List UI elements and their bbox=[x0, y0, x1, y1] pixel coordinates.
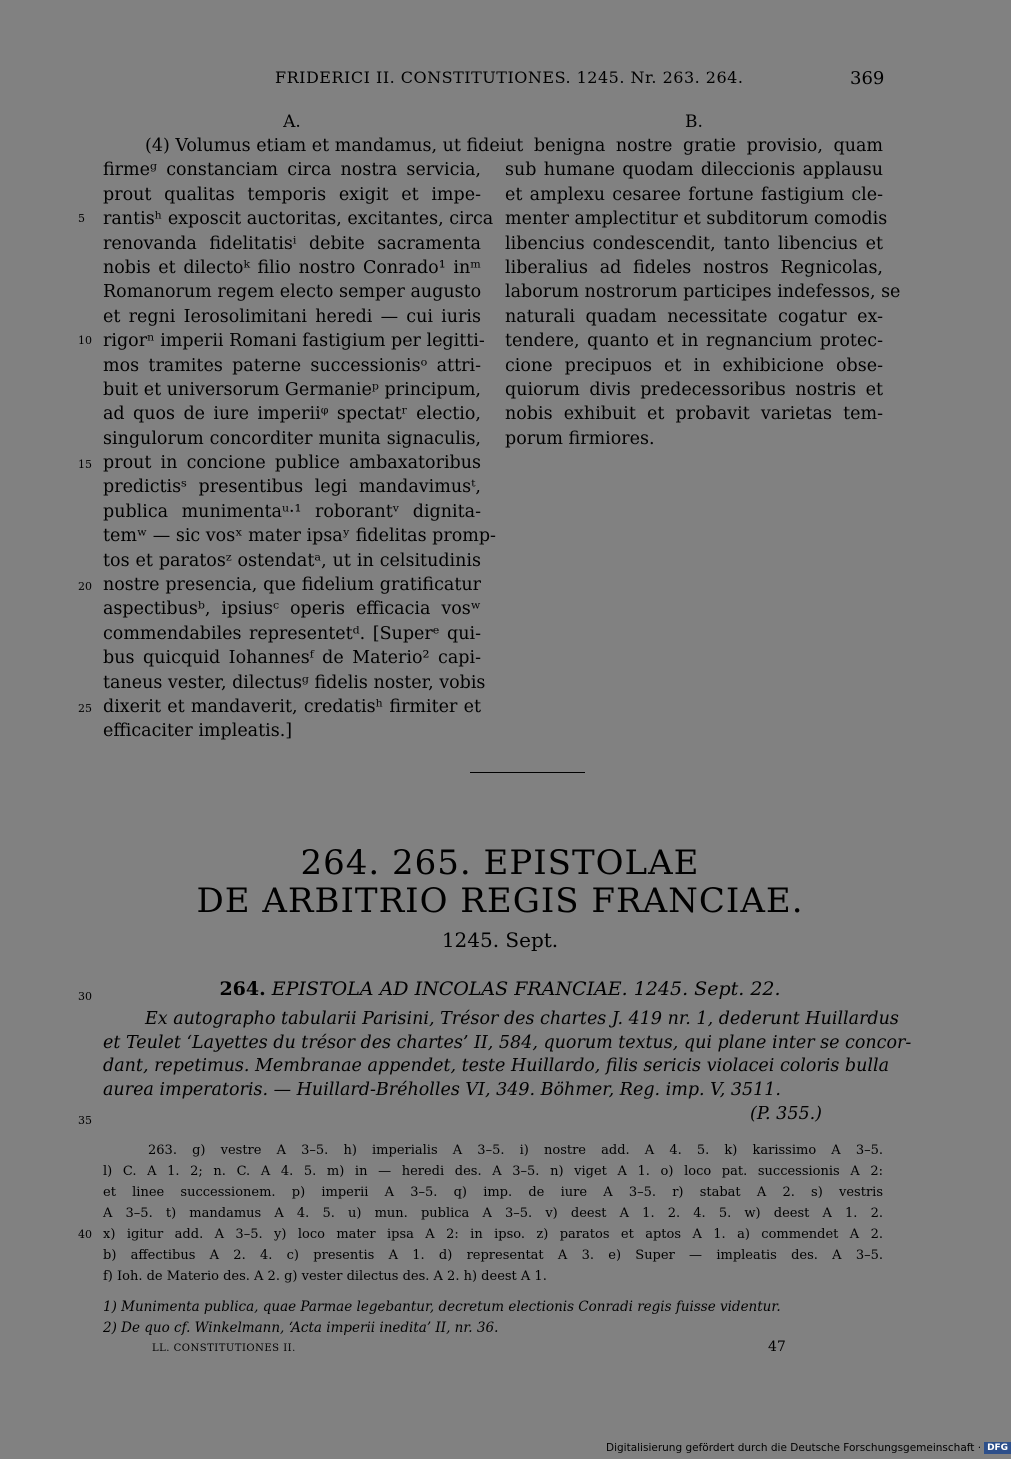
document-264-heading bbox=[0, 978, 1000, 1000]
line-number: 35 bbox=[78, 1114, 92, 1127]
apparatus-line: l) C. A 1. 2; n. C. A 4. 5. m) in — heredi des. A 3–5. n) viget A 1. o) loco pat. successionis A 2: bbox=[103, 1164, 883, 1179]
running-head bbox=[0, 68, 1000, 94]
column-a-line: nobis et dilectoᵏ filio nostro Conrado¹ inᵐ bbox=[103, 257, 481, 278]
column-a-line: renovanda fidelitatisⁱ debite sacramenta bbox=[103, 233, 481, 254]
column-a-line: et regni Ierosolimitani heredi — cui iuris bbox=[103, 306, 481, 327]
column-a-text bbox=[103, 134, 506, 744]
column-a-line: taneus vester, dilectusᵍ fidelis noster, vobis bbox=[103, 672, 486, 693]
source-description bbox=[103, 1008, 912, 1102]
footnote-line: 1) Munimenta publica, quae Parmae legebantur, decretum electionis Conradi regis fuisse videntur. bbox=[103, 1299, 781, 1315]
column-a-line: firmeᵍ constanciam circa nostra servicia, bbox=[103, 160, 481, 181]
document-title: EPISTOLA AD INCOLAS FRANCIAE. 1245. Sept. 22. bbox=[271, 978, 781, 1000]
column-b-line: naturali quadam necessitate cogatur ex- bbox=[505, 306, 883, 327]
dfg-credit bbox=[606, 1442, 1011, 1454]
apparatus-line: f) Ioh. de Materio des. A 2. g) vester dilectus des. A 2. h) deest A 1. bbox=[103, 1269, 547, 1284]
column-b bbox=[505, 110, 901, 451]
column-b-line: laborum nostrorum participes indefessos, se bbox=[505, 282, 901, 303]
running-head-title: FRIDERICI II. CONSTITUTIONES. 1245. Nr. 263. 264. bbox=[275, 68, 744, 87]
column-a-line: mos tramites paterne successionisᵒ attri- bbox=[103, 355, 481, 376]
column-a-line: buit et universorum Germanieᵖ principum, bbox=[103, 379, 481, 400]
column-a-line: aspectibusᵇ, ipsiusᶜ operis efficacia vosʷ bbox=[103, 599, 481, 620]
line-number: 20 bbox=[78, 580, 92, 593]
line-number: 10 bbox=[78, 334, 92, 347]
section-title-line2: DE ARBITRIO REGIS FRANCIAE. bbox=[196, 881, 804, 921]
column-b-line: libencius condescendit, tanto libencius et bbox=[505, 233, 883, 254]
column-a-line: nostre presencia, que fidelium gratificatur bbox=[103, 575, 481, 596]
column-b-line: ut benigna nostre gratie provisio, quam bbox=[505, 136, 883, 156]
footnotes bbox=[103, 1297, 883, 1339]
column-a bbox=[103, 110, 506, 744]
source-line: et Teulet ‘Layettes du trésor des chartes’ II, 584, quorum textus, qui plane inter se concor- bbox=[103, 1032, 912, 1053]
column-b-line: porum firmiores. bbox=[505, 428, 655, 449]
column-b-heading: B. bbox=[685, 112, 703, 132]
column-a-line: tos et paratosᶻ ostendatᵃ, ut in celsitudinis bbox=[103, 550, 481, 571]
column-a-heading: A. bbox=[283, 112, 301, 132]
column-b-text bbox=[505, 134, 901, 451]
apparatus-line: x) igitur add. A 3–5. y) loco mater ipsa A 2: in ipso. z) paratos et aptos A 1. a) commendet A 2. bbox=[103, 1227, 883, 1242]
source-line: dant, repetimus. Membranae appendet, teste Huillardo, filis sericis violacei coloris bulla bbox=[103, 1056, 890, 1076]
column-a-line: singulorum concorditer munita signaculis, bbox=[103, 428, 481, 449]
column-a-line: dixerit et mandaverit, credatisʰ firmiter et bbox=[103, 696, 481, 717]
column-b-line: quiorum divis predecessoribus nostris et bbox=[505, 379, 883, 400]
document-number: 264. bbox=[219, 978, 266, 1000]
apparatus-line: b) affectibus A 2. 4. c) presentis A 1. d) representat A 3. e) Super — impleatis des. A 3–5. bbox=[103, 1248, 883, 1263]
line-number: 30 bbox=[78, 990, 92, 1003]
column-a-line: ad quos de iure imperiiᵠ spectatʳ electio, bbox=[103, 404, 481, 425]
column-b-line: et amplexu cesaree fortune fastigium cle- bbox=[505, 184, 883, 205]
footer-left: LL. CONSTITUTIONES II. bbox=[152, 1343, 296, 1354]
column-b-line: liberalius ad fideles nostros Regnicolas, bbox=[505, 257, 883, 278]
signature-mark: 47 bbox=[768, 1339, 786, 1355]
column-a-line: commendabiles representetᵈ. [Superᵉ qui- bbox=[103, 623, 481, 644]
column-b-line: cione precipuos et in exhibicione obse- bbox=[505, 355, 883, 376]
page-number: 369 bbox=[850, 68, 885, 89]
page-reference: (P. 355.) bbox=[750, 1104, 822, 1124]
column-a-line: efficaciter impleatis.] bbox=[103, 721, 293, 742]
line-number: 40 bbox=[78, 1228, 92, 1241]
column-a-line: rigorⁿ imperii Romani fastigium per legitti- bbox=[103, 331, 485, 352]
column-a-line: Romanorum regem electo semper augusto bbox=[103, 282, 482, 303]
line-number: 15 bbox=[78, 458, 92, 471]
column-b-line: menter amplectitur et subditorum comodis bbox=[505, 209, 888, 230]
dfg-credit-text: Digitalisierung gefördert durch die Deutsche Forschungsgemeinschaft · bbox=[606, 1442, 982, 1454]
apparatus-line: 263. g) vestre A 3–5. h) imperialis A 3–5. i) nostre add. A 4. 5. k) karissimo A 3–5. bbox=[148, 1143, 883, 1158]
line-number: 5 bbox=[78, 212, 85, 225]
column-a-line: predictisˢ presentibus legi mandavimusᵗ, bbox=[103, 477, 481, 498]
column-a-line: (4) Volumus etiam et mandamus, ut fidei bbox=[145, 136, 506, 156]
line-number: 25 bbox=[78, 702, 92, 715]
section-date: 1245. Sept. bbox=[441, 928, 559, 952]
column-b-line: tendere, quanto et in regnancium protec- bbox=[505, 331, 883, 352]
critical-apparatus bbox=[103, 1140, 883, 1287]
column-b-line: sub humane quodam dileccionis applausu bbox=[505, 160, 883, 181]
column-a-line: bus quicquid Iohannesᶠ de Materio² capi- bbox=[103, 648, 481, 669]
dfg-logo: DFG bbox=[984, 1442, 1011, 1454]
apparatus-line: et linee successionem. p) imperii A 3–5. q) imp. de iure A 3–5. r) stabat A 2. s) vestris bbox=[103, 1185, 883, 1200]
section-title-line1: 264. 265. EPISTOLAE bbox=[300, 843, 700, 883]
column-a-line: temʷ — sic vosˣ mater ipsaʸ fidelitas promp- bbox=[103, 526, 496, 547]
column-a-line: prout in concione publice ambaxatoribus bbox=[103, 453, 481, 474]
column-a-line: rantisʰ exposcit auctoritas, excitantes, circa bbox=[103, 209, 494, 230]
source-line: Ex autographo tabularii Parisini, Trésor des chartes J. 419 nr. 1, dederunt Huillardus bbox=[145, 1009, 899, 1029]
source-line: aurea imperatoris. — Huillard-Bréholles VI, 349. Böhmer, Reg. imp. V, 3511. bbox=[103, 1079, 781, 1100]
section-divider bbox=[470, 772, 585, 773]
column-a-line: prout qualitas temporis exigit et impe- bbox=[103, 184, 481, 205]
column-a-line: publica munimentaᵘ·¹ roborantᵛ dignita- bbox=[103, 501, 481, 522]
footnote-line: 2) De quo cf. Winkelmann, ‘Acta imperii inedita’ II, nr. 36. bbox=[103, 1320, 499, 1336]
apparatus-line: A 3–5. t) mandamus A 4. 5. u) mun. publica A 3–5. v) deest A 1. 2. 4. 5. w) deest A 1. 2. bbox=[103, 1206, 883, 1221]
column-b-line: nobis exhibuit et probavit varietas tem- bbox=[505, 404, 883, 425]
